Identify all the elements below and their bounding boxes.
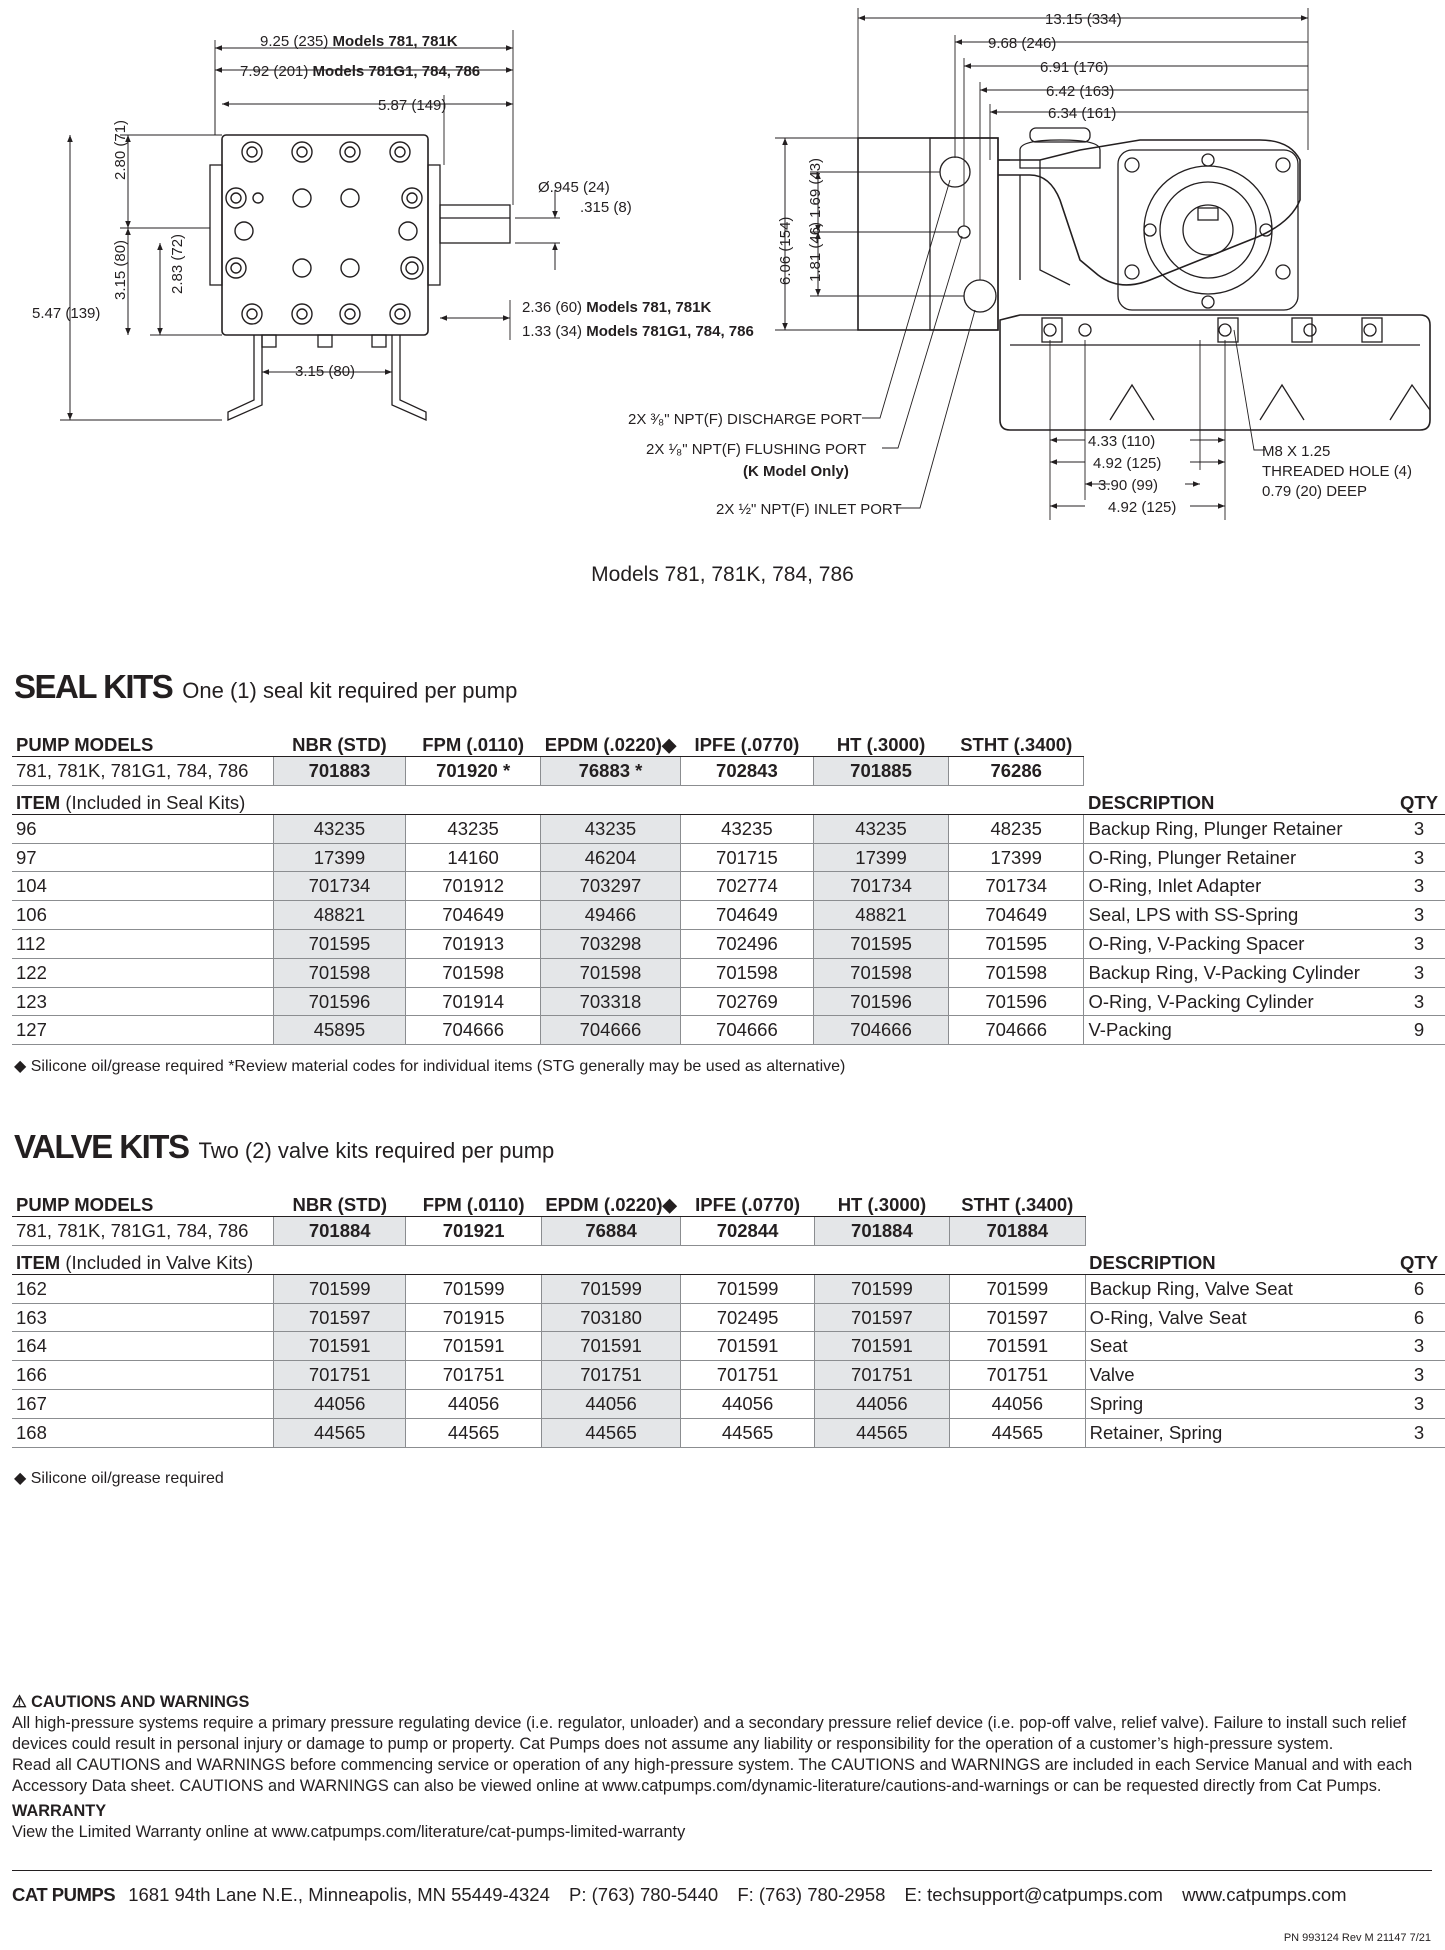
- valve-item-row: [12, 1274, 1445, 1303]
- part-number-cell: 44056: [406, 1390, 541, 1419]
- item-description: O-Ring, V-Packing Cylinder: [1084, 987, 1393, 1016]
- part-number-cell: 44056: [949, 1390, 1085, 1419]
- seal-item-header-row: ITEM (Included in Seal Kits) DESCRIPTION QTY: [12, 786, 1445, 815]
- valve-kits-note: ◆ Silicone oil/grease required: [14, 1470, 224, 1487]
- part-number-cell: 701599: [814, 1274, 949, 1303]
- part-number-cell: 46204: [541, 843, 680, 872]
- part-number-cell: 43235: [680, 814, 813, 843]
- dim-9-25: 9.25 (235) Models 781, 781K: [260, 33, 458, 50]
- part-number-cell: 44056: [541, 1390, 680, 1419]
- item-description: Spring: [1085, 1390, 1393, 1419]
- part-number-cell: 44565: [949, 1418, 1085, 1447]
- part-number-cell: 44565: [681, 1418, 815, 1447]
- part-number-cell: 704666: [680, 1016, 813, 1045]
- seal-kits-body: [12, 728, 1445, 814]
- part-number-cell: 701598: [541, 958, 680, 987]
- item-number: 106: [12, 901, 273, 930]
- dim-5-47: 5.47 (139): [32, 305, 101, 322]
- item-number: 104: [12, 872, 273, 901]
- item-qty: 3: [1393, 1361, 1445, 1390]
- item-qty: 3: [1393, 958, 1445, 987]
- item-description: Seal, LPS with SS-Spring: [1084, 901, 1393, 930]
- dim-2-80: 2.80 (71): [112, 119, 129, 180]
- part-number-cell: 701597: [814, 1303, 949, 1332]
- cautions-title: ⚠ CAUTIONS AND WARNINGS: [12, 1693, 250, 1711]
- valve-item-row: [12, 1418, 1445, 1447]
- part-number-cell: 701914: [406, 987, 541, 1016]
- part-number-cell: 45895: [273, 1016, 405, 1045]
- part-number-cell: 44056: [814, 1390, 949, 1419]
- part-number-cell: 702495: [681, 1303, 815, 1332]
- part-number-cell: 701595: [814, 930, 949, 959]
- part-number-cell: 14160: [406, 843, 541, 872]
- part-number-cell: 704666: [541, 1016, 680, 1045]
- item-description: Backup Ring, V-Packing Cylinder: [1084, 958, 1393, 987]
- part-number-cell: 43235: [814, 814, 949, 843]
- item-qty: 3: [1393, 843, 1445, 872]
- part-number-cell: 44565: [274, 1418, 406, 1447]
- part-number-cell: 701596: [948, 987, 1084, 1016]
- item-qty: 6: [1393, 1303, 1445, 1332]
- label-inlet-port: 2X ½" NPT(F) INLET PORT: [716, 501, 902, 518]
- part-number-cell: 48821: [814, 901, 949, 930]
- item-number: 112: [12, 930, 273, 959]
- part-number-cell: 701751: [274, 1361, 406, 1390]
- part-number-cell: 701751: [814, 1361, 949, 1390]
- seal-item-row: [12, 958, 1445, 987]
- valve-item-row: [12, 1332, 1445, 1361]
- part-number-cell: 703298: [541, 930, 680, 959]
- part-number-cell: 701598: [948, 958, 1084, 987]
- item-qty: 3: [1393, 872, 1445, 901]
- valve-items-body: [12, 1274, 1445, 1447]
- part-number-cell: 703297: [541, 872, 680, 901]
- seal-kits-title: SEAL KITS One (1) seal kit required per pump: [14, 668, 518, 705]
- part-number-cell: 702496: [680, 930, 813, 959]
- seal-header-row: PUMP MODELS NBR (STD) FPM (.0110) EPDM (.0220)◆ IPFE (.0770) HT (.3000) STHT (.3400): [12, 728, 1445, 757]
- item-description: Valve: [1085, 1361, 1393, 1390]
- side-oil-cap: [1020, 140, 1100, 168]
- dim-9-68: 9.68 (246): [988, 35, 1057, 52]
- part-number-cell: 44565: [541, 1418, 680, 1447]
- item-number: 167: [12, 1390, 274, 1419]
- warranty-text: View the Limited Warranty online at www.catpumps.com/literature/cat-pumps-limited-warranty: [12, 1823, 686, 1841]
- footer: [12, 1884, 1347, 1906]
- part-number-cell: 17399: [273, 843, 405, 872]
- item-qty: 3: [1393, 1332, 1445, 1361]
- item-description: Backup Ring, Valve Seat: [1085, 1274, 1393, 1303]
- valve-item-header-row: ITEM (Included in Valve Kits) DESCRIPTION QTY: [12, 1246, 1445, 1275]
- dim-2-36: 2.36 (60) Models 781, 781K: [522, 299, 712, 316]
- footer-website: www.catpumps.com: [1182, 1884, 1347, 1905]
- footer-phone: P: (763) 780-5440: [569, 1884, 719, 1905]
- valve-kits-table: [12, 1188, 1445, 1448]
- part-number-cell: 701751: [541, 1361, 680, 1390]
- part-number-cell: 44565: [814, 1418, 949, 1447]
- part-number-cell: 701734: [273, 872, 405, 901]
- item-qty: 6: [1393, 1274, 1445, 1303]
- seal-item-row: [12, 814, 1445, 843]
- part-number-cell: 701597: [274, 1303, 406, 1332]
- side-pump-base-rail: [1000, 315, 1430, 430]
- part-number-cell: 704649: [948, 901, 1084, 930]
- part-number-cell: 702769: [680, 987, 813, 1016]
- item-qty: 3: [1393, 901, 1445, 930]
- part-number-cell: 701598: [406, 958, 541, 987]
- footer-fax: F: (763) 780-2958: [737, 1884, 886, 1905]
- item-description: Seat: [1085, 1332, 1393, 1361]
- part-number-cell: 701751: [406, 1361, 541, 1390]
- part-number-cell: 701915: [406, 1303, 541, 1332]
- part-number-cell: 44565: [406, 1418, 541, 1447]
- part-number-cell: 704666: [406, 1016, 541, 1045]
- part-number-cell: 701591: [814, 1332, 949, 1361]
- dim-4-33: 4.33 (110): [1088, 433, 1156, 450]
- part-number-cell: 701596: [273, 987, 405, 1016]
- item-description: O-Ring, Plunger Retainer: [1084, 843, 1393, 872]
- side-inlet-port: [964, 280, 996, 312]
- valve-item-row: [12, 1390, 1445, 1419]
- seal-items-body: [12, 814, 1445, 1044]
- cautions-paragraph-1: All high-pressure systems require a primary pressure regulating device (i.e. regulator, unloader) and a secondary pressure relief device (i.e. pop-off valve, relief valve). Failure to install such relief devices could result in personal injury or damage to pump or property. Cat Pumps does not assume any liability or responsibility for the operation of a customer’s high-pressure system.: [12, 1714, 1407, 1753]
- item-number: 166: [12, 1361, 274, 1390]
- item-number: 122: [12, 958, 273, 987]
- side-pump-manifold: [858, 138, 998, 330]
- item-number: 168: [12, 1418, 274, 1447]
- cautions-paragraph-2: Read all CAUTIONS and WARNINGS before commencing service or operation of any high-pressure system. The CAUTIONS and WARNINGS are included in each Service Manual and with each Accessory Data sheet. CAUTIONS and WARNINGS can also be viewed online at www.catpumps.com/dynamic-literature/cautions-and-warnings or can be requested directly from Cat Pumps.: [12, 1756, 1413, 1795]
- front-pump-right-foot: [392, 335, 426, 420]
- item-description: O-Ring, V-Packing Spacer: [1084, 930, 1393, 959]
- part-number-cell: 704666: [814, 1016, 949, 1045]
- part-number-cell: 704649: [406, 901, 541, 930]
- seal-kits-note: ◆ Silicone oil/grease required *Review material codes for individual items (STG generally may be used as alternative): [14, 1058, 846, 1075]
- part-number-cell: 702774: [680, 872, 813, 901]
- dim-2-83: 2.83 (72): [169, 233, 186, 294]
- dim-6-06: 6.06 (154): [777, 216, 794, 285]
- part-number-cell: 701715: [680, 843, 813, 872]
- item-number: 127: [12, 1016, 273, 1045]
- footer-email: E: techsupport@catpumps.com: [904, 1884, 1163, 1905]
- front-pump-right-flange: [428, 165, 440, 285]
- dim-1-81: 1.81 (46): [807, 221, 824, 282]
- part-number-cell: 701598: [273, 958, 405, 987]
- part-number-cell: 704666: [948, 1016, 1084, 1045]
- part-number-cell: 701734: [948, 872, 1084, 901]
- seal-item-row: [12, 930, 1445, 959]
- valve-kits-subtitle: Two (2) valve kits required per pump: [198, 1138, 555, 1163]
- valve-kits-title: VALVE KITS Two (2) valve kits required per pump: [14, 1128, 555, 1165]
- item-qty: 3: [1393, 1390, 1445, 1419]
- item-number: 163: [12, 1303, 274, 1332]
- part-number-cell: 701599: [949, 1274, 1085, 1303]
- part-number-cell: 701599: [541, 1274, 680, 1303]
- part-number-cell: 701591: [949, 1332, 1085, 1361]
- valve-kits-body: [12, 1188, 1445, 1274]
- valve-models-row: 781, 781K, 781G1, 784, 786 701884 701921 76884 702844 701884 701884: [12, 1217, 1445, 1246]
- part-number-cell: 701591: [681, 1332, 815, 1361]
- item-qty: 9: [1393, 1016, 1445, 1045]
- part-number-cell: 48235: [948, 814, 1084, 843]
- item-qty: 3: [1393, 930, 1445, 959]
- seal-kits-subtitle: One (1) seal kit required per pump: [182, 678, 518, 703]
- item-number: 96: [12, 814, 273, 843]
- front-pump-left-foot: [228, 335, 262, 420]
- dim-3-15-vertical: 3.15 (80): [112, 239, 129, 300]
- footer-divider: [12, 1870, 1432, 1871]
- part-number-cell: 701751: [949, 1361, 1085, 1390]
- part-number-cell: 701598: [680, 958, 813, 987]
- seal-item-row: [12, 1016, 1445, 1045]
- item-description: O-Ring, Valve Seat: [1085, 1303, 1393, 1332]
- seal-item-row: [12, 872, 1445, 901]
- dim-3-90: 3.90 (99): [1098, 477, 1159, 494]
- item-qty: 3: [1393, 814, 1445, 843]
- label-flushing-port: 2X ¹⁄₈" NPT(F) FLUSHING PORT: [646, 441, 867, 458]
- front-pump-bolts: [226, 142, 423, 324]
- side-discharge-port: [940, 157, 970, 187]
- part-number-cell: 701751: [681, 1361, 815, 1390]
- part-number-cell: 704649: [680, 901, 813, 930]
- seal-kits-table: [12, 728, 1445, 1045]
- part-number-cell: 701595: [948, 930, 1084, 959]
- part-number-cell: 701599: [274, 1274, 406, 1303]
- part-number-cell: 701599: [406, 1274, 541, 1303]
- item-description: Retainer, Spring: [1085, 1418, 1393, 1447]
- part-number-cell: 701595: [273, 930, 405, 959]
- item-qty: 3: [1393, 987, 1445, 1016]
- seal-item-row: [12, 843, 1445, 872]
- dim-7-92: 7.92 (201) Models 781G1, 784, 786: [240, 63, 481, 80]
- valve-item-row: [12, 1361, 1445, 1390]
- part-number-cell: 701734: [814, 872, 949, 901]
- part-number-cell: 43235: [541, 814, 680, 843]
- item-qty: 3: [1393, 1418, 1445, 1447]
- label-k-model-only: (K Model Only): [743, 463, 849, 480]
- item-description: O-Ring, Inlet Adapter: [1084, 872, 1393, 901]
- part-number-cell: 701591: [406, 1332, 541, 1361]
- part-number-cell: 701591: [541, 1332, 680, 1361]
- dim-13-15: 13.15 (334): [1045, 11, 1122, 28]
- dim-6-91: 6.91 (176): [1040, 59, 1109, 76]
- part-number: PN 993124 Rev M 21147 7/21: [1283, 1932, 1431, 1944]
- part-number-cell: 49466: [541, 901, 680, 930]
- part-number-cell: 701913: [406, 930, 541, 959]
- part-number-cell: 17399: [948, 843, 1084, 872]
- part-number-cell: 701598: [814, 958, 949, 987]
- label-discharge-port: 2X ³⁄₈" NPT(F) DISCHARGE PORT: [628, 411, 862, 428]
- cautions-section: [12, 1692, 1432, 1843]
- dim-key-width: .315 (8): [580, 199, 632, 216]
- part-number-cell: 44056: [274, 1390, 406, 1419]
- dim-6-42: 6.42 (163): [1046, 83, 1115, 100]
- part-number-cell: 701596: [814, 987, 949, 1016]
- item-number: 164: [12, 1332, 274, 1361]
- dim-5-87: 5.87 (149): [378, 97, 447, 114]
- dim-3-15-horizontal: 3.15 (80): [295, 363, 356, 380]
- dim-shaft-diameter: Ø.945 (24): [538, 179, 610, 196]
- item-number: 123: [12, 987, 273, 1016]
- dim-1-69: 1.69 (43): [807, 157, 824, 218]
- footer-address: 1681 94th Lane N.E., Minneapolis, MN 55449-4324: [128, 1884, 550, 1905]
- seal-models-row: 781, 781K, 781G1, 784, 786 701883 701920 * 76883 * 702843 701885 76286: [12, 757, 1445, 786]
- item-description: V-Packing: [1084, 1016, 1393, 1045]
- front-pump-shaft: [440, 205, 510, 243]
- dim-4-92-a: 4.92 (125): [1093, 455, 1162, 472]
- label-threaded-hole: THREADED HOLE (4): [1262, 463, 1413, 480]
- label-thread-depth: 0.79 (20) DEEP: [1262, 483, 1368, 500]
- dim-4-92-b: 4.92 (125): [1108, 499, 1177, 516]
- label-thread-size: M8 X 1.25: [1262, 443, 1331, 460]
- part-number-cell: 48821: [273, 901, 405, 930]
- seal-item-row: [12, 901, 1445, 930]
- dim-6-34: 6.34 (161): [1048, 105, 1117, 122]
- part-number-cell: 43235: [406, 814, 541, 843]
- valve-item-row: [12, 1303, 1445, 1332]
- dimension-drawing: [0, 0, 1445, 600]
- item-number: 97: [12, 843, 273, 872]
- part-number-cell: 703180: [541, 1303, 680, 1332]
- part-number-cell: 17399: [814, 843, 949, 872]
- part-number-cell: 703318: [541, 987, 680, 1016]
- valve-header-row: PUMP MODELS NBR (STD) FPM (.0110) EPDM (.0220)◆ IPFE (.0770) HT (.3000) STHT (.3400): [12, 1188, 1445, 1217]
- footer-brand: CAT PUMPS: [12, 1884, 116, 1905]
- seal-item-row: [12, 987, 1445, 1016]
- drawing-caption: Models 781, 781K, 784, 786: [591, 563, 854, 586]
- part-number-cell: 43235: [273, 814, 405, 843]
- part-number-cell: 44056: [681, 1390, 815, 1419]
- item-description: Backup Ring, Plunger Retainer: [1084, 814, 1393, 843]
- part-number-cell: 701597: [949, 1303, 1085, 1332]
- dim-1-33: 1.33 (34) Models 781G1, 784, 786: [522, 323, 754, 340]
- part-number-cell: 701599: [681, 1274, 815, 1303]
- side-pump-crankcase: [998, 140, 1300, 285]
- part-number-cell: 701912: [406, 872, 541, 901]
- item-number: 162: [12, 1274, 274, 1303]
- part-number-cell: 701591: [274, 1332, 406, 1361]
- front-pump-left-flange: [210, 165, 222, 285]
- warranty-title: WARRANTY: [12, 1802, 107, 1820]
